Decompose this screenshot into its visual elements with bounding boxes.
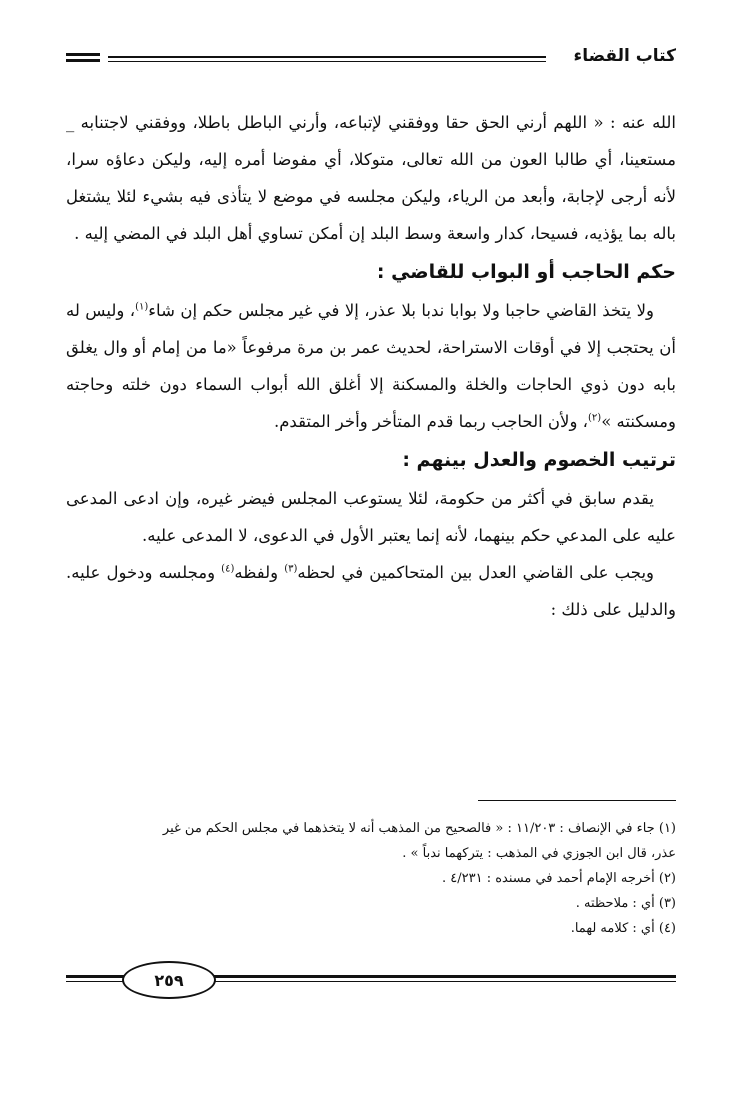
header-ornament-bar — [66, 59, 100, 62]
paragraph — [66, 554, 676, 628]
paragraph — [66, 292, 676, 440]
footnote-ref[interactable]: (٢) — [588, 412, 602, 424]
paragraph-text: ، وليس له أن يحتجب إلا في أوقات الاستراحة، لحديث عمر بن مرة مرفوعاً «ما من إمام أو وال يغلق بابه دون ذوي الحاجات والخلة والمسكنة إلا أغلق الله أبواب السماء دون خلته وحاجته ومسكنته » — [66, 301, 676, 431]
header-rule-bottom — [108, 61, 546, 62]
paragraph-text: ومجلسه ودخول عليه. والدليل على ذلك : — [66, 563, 676, 619]
header-ornament-bar — [66, 53, 100, 56]
footnote-separator — [478, 800, 676, 801]
paragraph-text: ويجب على القاضي العدل بين المتحاكمين في لحظه — [297, 563, 655, 582]
page-header — [66, 42, 676, 76]
paragraph: يقدم سابق في أكثر من حكومة، لئلا يستوعب المجلس فيضر غيره، وإن ادعى المدعى عليه على المدعي حكم بينهما، لأنه إنما يعتبر الأول في الدعوى، لا المدعى عليه. — [66, 489, 676, 545]
section-heading: حكم الحاجب أو البواب للقاضي : — [376, 261, 676, 283]
footnote: (٣) أي : ملاحظته . — [575, 896, 676, 911]
paragraph: الله عنه : « اللهم أرني الحق حقا ووفقني لإتباعه، وأرني الباطل باطلا، ووفقني لاجتنابه _ مستعينا، أي طالبا العون من الله تعالى، متوكلا، أي مفوضا أمره إليه، وليكن دعاؤه سرا، لأنه أرجى لإجابة، وأبعد من الرياء، وليكن مجلسه في موضع لا يتأذى فيه بشيء لئلا يشتغل باله بما يؤذيه، فسيحا، كدار واسعة وسط البلد إن أمكن تساوي أهل البلد في المضي إليه . — [66, 113, 676, 243]
footnote: (١) جاء في الإنصاف : ١١/٢٠٣ : « فالصحيح من المذهب أنه لا يتخذهما في مجلس الحكم من غير — [162, 821, 676, 836]
footnote-ref[interactable]: (١) — [135, 301, 149, 313]
footnote: (٤) أي : كلامه لهما. — [570, 921, 676, 936]
page-footer — [66, 958, 676, 998]
paragraph-text: ولفظه — [234, 563, 285, 582]
paragraph-text: ولا يتخذ القاضي حاجبا ولا بوابا ندبا بلا عذر، إلا في غير مجلس حكم إن شاء — [148, 301, 654, 320]
main-text — [66, 104, 676, 628]
footnote-ref[interactable]: (٤) — [221, 563, 235, 575]
footnote-ref[interactable]: (٣) — [284, 563, 298, 575]
footnote-continuation: عذر، قال ابن الجوزي في المذهب : يتركهما ندباً » . — [402, 846, 676, 861]
footnotes — [66, 816, 676, 941]
header-rule-top — [108, 56, 546, 58]
footnote: (٢) أخرجه الإمام أحمد في مسنده : ٤/٢٣١ . — [442, 871, 676, 886]
page-number: ٢٥٩ — [122, 961, 216, 999]
running-title: كتاب القضاء — [573, 46, 676, 66]
paragraph-text: ، ولأن الحاجب ربما قدم المتأخر وأخر المتقدم. — [273, 412, 589, 431]
section-heading: ترتيب الخصوم والعدل بينهم : — [402, 449, 676, 471]
